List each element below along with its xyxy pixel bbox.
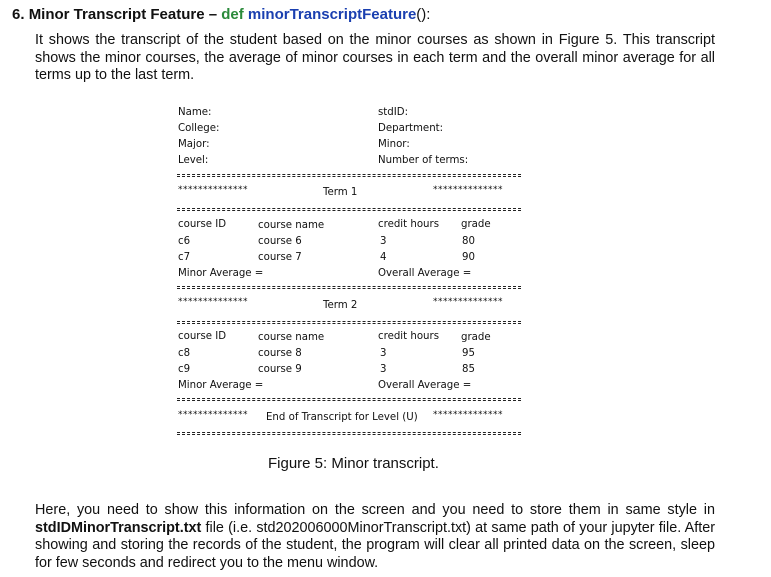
major-label: Major: [178,139,210,150]
column-course-name: course name [258,332,325,343]
level-label: Level: [178,155,209,166]
divider-rule [177,321,521,324]
filename-bold: stdIDMinorTranscript.txt [35,519,202,536]
grade: 85 [462,364,475,375]
divider-rule [177,398,521,401]
course-id: c8 [178,348,191,359]
column-course-name: course name [258,220,325,231]
grade: 90 [462,252,475,263]
instructions-paragraph [35,502,715,572]
section-title: Minor Transcript Feature – [28,6,222,23]
credit-hours: 3 [380,348,387,359]
stdid-label: stdID: [378,107,409,118]
minor-average-label: Minor Average = [178,268,264,279]
stars-left: ************** [178,185,248,195]
credit-hours: 4 [380,252,387,263]
function-parens: (): [416,6,431,23]
stars-right: ************** [433,185,503,195]
terms-count-label: Number of terms: [378,155,469,166]
course-id: c9 [178,364,191,375]
instructions-text-continued: file (i.e. std202006000MinorTranscript.txt) at same path of your jupyter file. After showing and storing the records of the student, the program will clear all printed data on the screen, sleep for few seconds and redirect you to the menu window. [35,519,715,571]
divider-rule [177,208,521,211]
divider-rule [177,174,521,177]
college-label: College: [178,123,220,134]
stars-left: ************** [178,297,248,307]
course-name: course 7 [258,252,302,263]
stars-right: ************** [433,410,503,420]
stars-left: ************** [178,410,248,420]
column-grade: grade [461,219,491,230]
overall-average-label: Overall Average = [378,268,472,279]
department-label: Department: [378,123,444,134]
instructions-text: Here, you need to show this information on the screen and you need to store them in same style in [35,502,715,518]
course-name: course 8 [258,348,302,359]
course-name: course 6 [258,236,302,247]
course-id: c7 [178,252,191,263]
grade: 80 [462,236,475,247]
course-id: c6 [178,236,191,247]
term-title: Term 2 [323,300,358,311]
overall-average-label: Overall Average = [378,380,472,391]
minor-average-label: Minor Average = [178,380,264,391]
end-of-transcript-text: End of Transcript for Level (U) [266,412,418,423]
divider-rule [177,286,521,289]
column-course-id: course ID [178,219,227,230]
grade: 95 [462,348,475,359]
column-credit-hours: credit hours [378,331,440,342]
stars-right: ************** [433,297,503,307]
column-credit-hours: credit hours [378,219,440,230]
credit-hours: 3 [380,236,387,247]
section-heading [12,6,430,23]
term-title: Term 1 [323,187,358,198]
name-label: Name: [178,107,212,118]
figure-caption: Figure 5: Minor transcript. [268,455,439,472]
minor-label: Minor: [378,139,410,150]
credit-hours: 3 [380,364,387,375]
column-grade: grade [461,332,491,343]
course-name: course 9 [258,364,302,375]
function-name: minorTranscriptFeature [247,6,417,23]
column-course-id: course ID [178,331,227,342]
section-number: 6. [12,6,25,23]
divider-rule [177,432,521,435]
def-keyword: def [221,6,244,23]
intro-paragraph: It shows the transcript of the student based on the minor courses as shown in Figure 5. This transcript shows the minor courses, the average of minor courses in each term and the overall minor average for all terms up to the last term. [35,32,715,84]
transcript-figure [177,104,521,448]
